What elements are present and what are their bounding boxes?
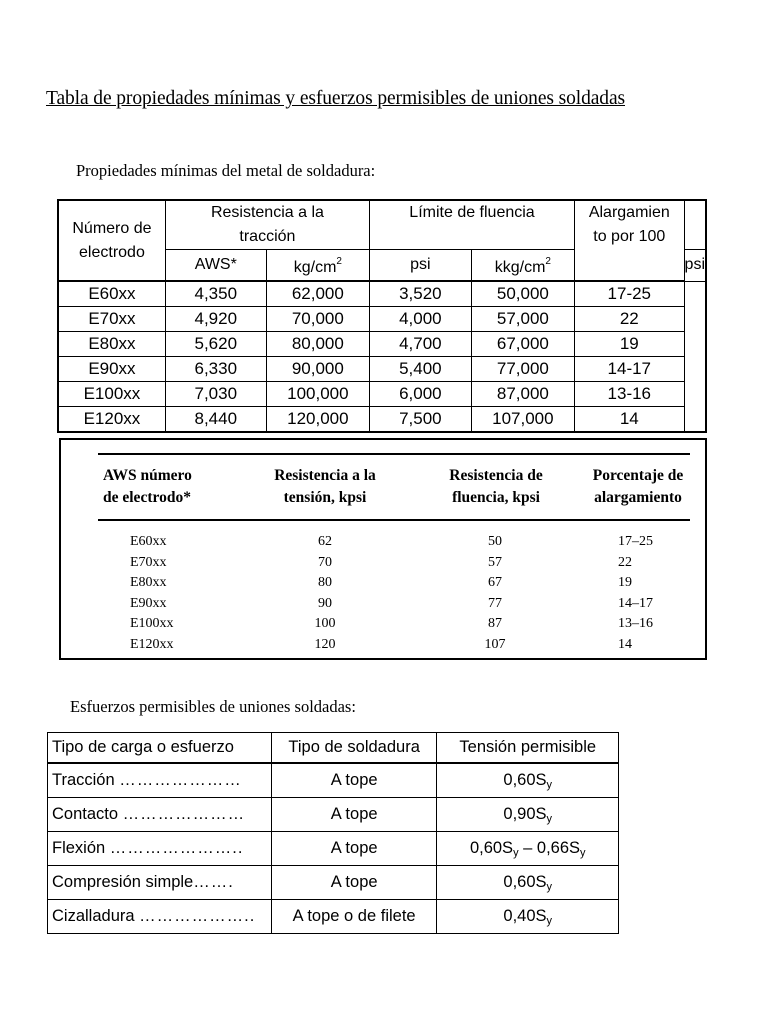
table-cell: 120 [314, 636, 336, 652]
header-tipo-carga: Tipo de carga o esfuerzo [48, 733, 272, 764]
table-cell: 19 [618, 575, 632, 590]
section-title-propiedades: Propiedades mínimas del metal de soldadura: [76, 161, 376, 180]
table-cell: 4,350 [165, 281, 266, 307]
cell-soldadura: A tope [271, 763, 437, 798]
table-cell: 3,520 [369, 281, 471, 307]
table-cell: 80,000 [266, 332, 369, 357]
table-cell: 22 [575, 307, 685, 332]
table-cell: 7,030 [165, 382, 266, 407]
unit-kgcm: $kg/cm^2$ [266, 250, 369, 282]
section-title-esfuerzos: Esfuerzos permisibles de uniones soldadas: [70, 697, 356, 716]
table-cell: 62,000 [266, 281, 369, 307]
cell-carga: Cizalladura ……………….. [48, 900, 272, 934]
table-rule-top [98, 453, 690, 455]
cell-tension: $0,60S_y - 0,66S_y$ [437, 832, 619, 866]
table-cell: 57,000 [471, 307, 574, 332]
table-cell: E100xx [58, 382, 165, 407]
header-limite-fluencia: Límite de fluencia [369, 200, 574, 250]
cell-carga: Compresión simple……. [48, 866, 272, 900]
table-cell: 107,000 [471, 407, 574, 433]
table-cell: 70 [318, 554, 332, 570]
table-cell: 17–25 [618, 534, 653, 549]
cell-carga: Tracción ………………… [48, 763, 272, 798]
table-cell: 13–16 [618, 616, 653, 631]
t2-header-aws: AWS número de electrodo* [103, 467, 192, 506]
table-cell: 120,000 [266, 407, 369, 433]
table-cell: 50 [488, 534, 502, 549]
table-cell: 14–17 [618, 595, 653, 611]
table-row [58, 332, 706, 357]
header-tension-permisible: Tensión permisible [437, 733, 619, 764]
table-cell: E120xx [130, 636, 174, 652]
table-cell: E60xx [58, 281, 165, 307]
page-title: Tabla de propiedades mínimas y esfuerzos permisibles de uniones soldadas [46, 88, 625, 109]
table-cell: 4,700 [369, 332, 471, 357]
table-cell: 13-16 [575, 382, 685, 407]
table-cell: E70xx [130, 554, 167, 570]
table-cell: 4,000 [369, 307, 471, 332]
header-alargamiento: Alargamien to por 100 [575, 200, 685, 281]
cell-tension: $0,90S_y$ [437, 798, 619, 832]
table-cell: 4,920 [165, 307, 266, 332]
unit-kkgcm: kkg/$cm^2$ [471, 250, 574, 282]
table-cell: 14 [575, 407, 685, 433]
table-cell: 17-25 [575, 281, 685, 307]
table-cell: 50,000 [471, 281, 574, 307]
table-cell: 100,000 [266, 382, 369, 407]
table-cell: E60xx [130, 534, 167, 549]
table-cell: 90,000 [266, 357, 369, 382]
table-cell: 87 [488, 616, 502, 631]
table-cell: 77 [488, 595, 502, 611]
table-row [58, 307, 706, 332]
t2-header-alargamiento: Porcentaje de alargamiento [592, 467, 684, 506]
table-cell: 100 [314, 616, 336, 631]
minimum-properties-table [57, 199, 707, 433]
unit-psi: psi [369, 250, 471, 282]
table-cell: E100xx [130, 616, 174, 631]
table-row [58, 281, 706, 307]
header-resistencia-traccion: Resistencia a la tracción [165, 200, 369, 250]
table-cell: 67,000 [471, 332, 574, 357]
table-cell: 77,000 [471, 357, 574, 382]
table-cell: 14-17 [575, 357, 685, 382]
table-cell: 90 [318, 595, 332, 611]
cell-soldadura: A tope [271, 832, 437, 866]
table-row [48, 866, 619, 900]
table-cell: 80 [318, 575, 332, 590]
header-numero-electrodo: Número de electrodo [58, 200, 165, 281]
table-cell: E80xx [130, 575, 167, 590]
table-rule-header [98, 519, 690, 521]
table-cell: 22 [618, 554, 632, 570]
unit-psi-fluencia: psi [684, 250, 706, 282]
table-cell: 57 [488, 554, 502, 570]
table-row [58, 382, 706, 407]
allowable-stress-table [47, 732, 619, 934]
table-cell: E80xx [58, 332, 165, 357]
table-cell: E90xx [58, 357, 165, 382]
t2-header-fluencia: Resistencia de fluencia, kpsi [449, 467, 543, 506]
cell-tension: $0,40S_y$ [437, 900, 619, 934]
cell-soldadura: A tope o de filete [271, 900, 437, 934]
table-cell: E120xx [58, 407, 165, 433]
table-row [48, 763, 619, 798]
cell-soldadura: A tope [271, 866, 437, 900]
cell-tension: $0,60S_y$ [437, 866, 619, 900]
t2-header-tension: Resistencia a la tensión, kpsi [274, 467, 376, 506]
header-aws: AWS* [165, 250, 266, 282]
table-cell: E70xx [58, 307, 165, 332]
table-cell: 5,400 [369, 357, 471, 382]
table-cell: E90xx [130, 595, 167, 611]
table-cell: 8,440 [165, 407, 266, 433]
table-cell: 7,500 [369, 407, 471, 433]
table-row [48, 798, 619, 832]
table-cell: 19 [575, 332, 685, 357]
cell-carga: Flexión ………………….. [48, 832, 272, 866]
table-cell: 107 [484, 636, 506, 652]
table-cell: 62 [318, 534, 332, 549]
table-cell: 6,330 [165, 357, 266, 382]
cell-soldadura: A tope [271, 798, 437, 832]
table-row [48, 832, 619, 866]
table-cell: 14 [618, 636, 632, 652]
table-cell: 70,000 [266, 307, 369, 332]
header-tipo-soldadura: Tipo de soldadura [271, 733, 437, 764]
table-cell: 67 [488, 575, 502, 590]
table-row [58, 357, 706, 382]
table-cell: 5,620 [165, 332, 266, 357]
cell-carga: Contacto ………………… [48, 798, 272, 832]
cell-tension: $0,60S_y$ [437, 763, 619, 798]
table-row [48, 900, 619, 934]
table-cell: 6,000 [369, 382, 471, 407]
table-cell: 87,000 [471, 382, 574, 407]
table-row [58, 407, 706, 433]
